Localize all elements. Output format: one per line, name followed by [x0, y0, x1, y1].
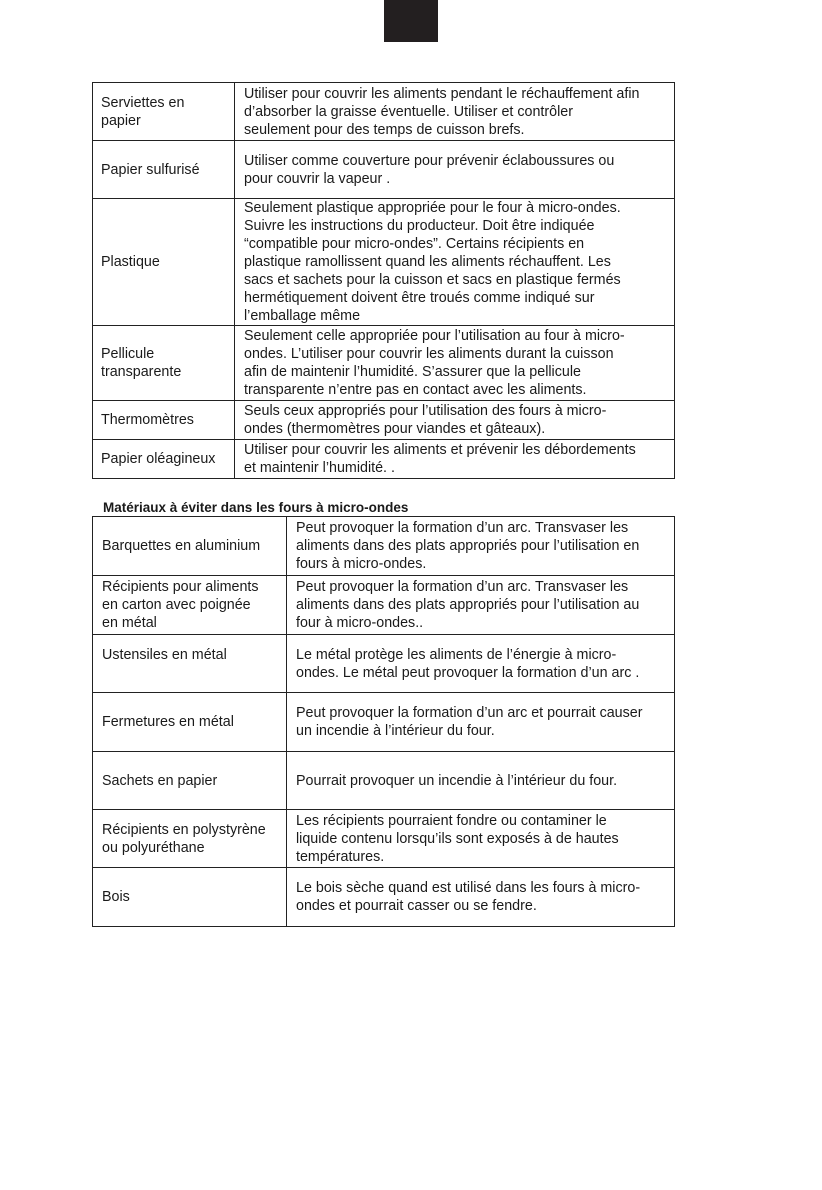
table-row [93, 83, 675, 141]
table-row [93, 440, 675, 479]
material-cell: Récipients pour aliments en carton avec poignée en métal [93, 576, 287, 635]
material-cell: Plastique [93, 199, 235, 326]
reason-cell: Le métal protège les aliments de l’énergie à micro- ondes. Le métal peut provoquer la formation d’un arc . [287, 635, 675, 693]
reason-cell: Peut provoquer la formation d’un arc. Transvaser les aliments dans des plats appropriés pour l’utilisation au four à micro-ondes.. [287, 576, 675, 635]
table-row [93, 199, 675, 326]
material-cell: Fermetures en métal [93, 693, 287, 752]
reason-cell: Les récipients pourraient fondre ou contaminer le liquide contenu lorsqu’ils sont exposés à de hautes températures. [287, 810, 675, 868]
usage-cell: Utiliser pour couvrir les aliments et prévenir les débordements et maintenir l’humidité. . [235, 440, 675, 479]
table-row [93, 401, 675, 440]
usage-cell: Utiliser comme couverture pour prévenir éclaboussures ou pour couvrir la vapeur . [235, 141, 675, 199]
material-cell: Papier sulfurisé [93, 141, 235, 199]
material-cell: Ustensiles en métal [93, 635, 287, 693]
table-row [93, 326, 675, 401]
table-row [93, 635, 675, 693]
suitable-materials-table [92, 82, 675, 479]
material-cell: Papier oléagineux [93, 440, 235, 479]
material-cell: Récipients en polystyrène ou polyuréthane [93, 810, 287, 868]
table-row [93, 868, 675, 927]
material-cell: Serviettes en papier [93, 83, 235, 141]
material-cell: Pellicule transparente [93, 326, 235, 401]
material-cell: Bois [93, 868, 287, 927]
material-cell: Thermomètres [93, 401, 235, 440]
table-row [93, 576, 675, 635]
usage-cell: Seulement celle appropriée pour l’utilisation au four à micro- ondes. L’utiliser pour couvrir les aliments durant la cuisson afin de maintenir l’humidité. S’assurer que la pellicule transparente n’entre pas en contact avec les aliments. [235, 326, 675, 401]
materials-to-avoid-table [92, 516, 675, 927]
reason-cell: Peut provoquer la formation d’un arc et pourrait causer un incendie à l’intérieur du four. [287, 693, 675, 752]
usage-cell: Seuls ceux appropriés pour l’utilisation des fours à micro- ondes (thermomètres pour viandes et gâteaux). [235, 401, 675, 440]
table-row [93, 810, 675, 868]
usage-cell: Utiliser pour couvrir les aliments pendant le réchauffement afin d’absorber la graisse éventuelle. Utiliser et contrôler seulement pour des temps de cuisson brefs. [235, 83, 675, 141]
usage-cell: Seulement plastique appropriée pour le four à micro-ondes. Suivre les instructions du producteur. Doit être indiquée “compatible pour micro-ondes”. Certains récipients en plastique ramollissent quand les aliments réchauffent. Les sacs et sachets pour la cuisson et sacs en plastique fermés hermétiquement doivent être troués comme indiqué sur l’emballage même [235, 199, 675, 326]
reason-cell: Peut provoquer la formation d’un arc. Transvaser les aliments dans des plats appropriés pour l’utilisation en fours à micro-ondes. [287, 517, 675, 576]
table-row [93, 517, 675, 576]
table-row [93, 693, 675, 752]
table-row [93, 141, 675, 199]
material-cell: Barquettes en aluminium [93, 517, 287, 576]
avoid-section-heading: Matériaux à éviter dans les fours à micro-ondes [103, 500, 409, 515]
reason-cell: Le bois sèche quand est utilisé dans les fours à micro- ondes et pourrait casser ou se fendre. [287, 868, 675, 927]
material-cell: Sachets en papier [93, 752, 287, 810]
reason-cell: Pourrait provoquer un incendie à l’intérieur du four. [287, 752, 675, 810]
chapter-tab-marker [384, 0, 438, 42]
table-row [93, 752, 675, 810]
